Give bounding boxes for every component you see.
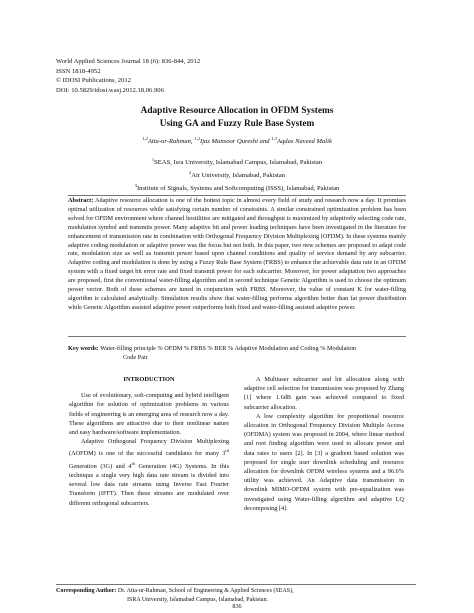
intro-paragraph-2 bbox=[69, 437, 229, 508]
affiliation-3-text: Institute of Signals, Systems and Softcomputing (ISSS), Islamabad, Pakistan bbox=[136, 185, 340, 193]
page-number: 836 bbox=[232, 603, 242, 610]
author-3-name: Aqdas Naveed Malik bbox=[276, 138, 332, 146]
journal-citation: World Applied Sciences Journal 18 (6): 836-844, 2012 bbox=[56, 58, 201, 65]
journal-copyright: © IDOSI Publications, 2012 bbox=[56, 77, 131, 85]
intro-p2-part-b: Generation (3G) and 4 bbox=[69, 462, 132, 470]
intro-paragraph-4: A low complexity algorithm for proportional resource allocation in Orthogonal Frequency Division Multiple Access (OFDMA) system was proposed in 2004, where linear method and root finding algorithm were used to allocate power and data rates to users [2]. In [3] a gradient based solution was proposed for single user downlink scheduling and resource allocation for downlink OFDM wireless systems and a 96.6% utility was achieved. An Adaptive data transmission in downlink MIMO-OFDM system with pre-equalization was investigated using Water-filling algorithm and adaptive LQ decomposing [4]. bbox=[244, 412, 404, 512]
right-column bbox=[244, 375, 404, 513]
affiliation-1 bbox=[0, 155, 474, 168]
affiliation-2-text: Air University, Islamabad, Pakistan bbox=[191, 172, 286, 180]
abstract-label: Abstract: bbox=[68, 197, 94, 204]
keywords-line-1: Water-filling principle % OFDM % FRBS % BER % Adaptive Modulation and Coding % Modulation bbox=[100, 345, 357, 352]
title-line-1: Adaptive Resource Allocation in OFDM Systems bbox=[140, 106, 334, 116]
intro-p2-part-a: Adaptive Orthogonal Frequency Division Multiplexing (AOFDM) is one of the successful candidates for many 3 bbox=[69, 438, 229, 458]
keywords-line-2: Code Pair bbox=[123, 353, 148, 361]
footnote-label: Corresponding Author: bbox=[56, 588, 117, 594]
keywords-label: Key words: bbox=[68, 345, 99, 352]
abstract-body: Adaptive resource allocation is one of the hottest topic in almost every field of study and research now a day. It promises optimal utilization of resources while satisfying certain number of constraints. A similar constrained optimization problem has been solved for OFDM environment where channel hostilities are mitigated and throughput is maximized by adaptively selecting code rate, modulation symbol and transmits power. Many adaptive bit and power loading techniques have been investigated in the literature for enhancement of transmission rate in combination with Orthogonal Frequency Division Multiplexing (OFDM). In these systems mainly adaptive coding modulation or adaptive power was the focus but not both. In this paper, two new schemes are proposed to adapt code rate, modulation size as well as transmit power based upon channel conditions and quality of service demand by any subcarrier. Adaptive coding and modulation is done by using a Fuzzy Rule Base System (FRBS) to enhance the achievable data rate in an OFDM system with a fixed target bit error rate and fixed transmit power for each subcarrier. Moreover, for power adaptation two approaches are proposed, first the conventional water-filling algorithm and in second technique Genetic Algorithm is used to choose the optimum power vector. Both of these schemes are tuned in conjunction with FRBS. Moreover, the value of constant K for water-filling algorithm is calculated analytically. Simulation results show that water-filling performs algorithm better than fat power distribution while Genetic Algorithm assisted adaptive power outperforms both fixed and water-filling assisted adaptive power. bbox=[68, 197, 406, 311]
affiliation-2-marker: 2 bbox=[188, 169, 192, 175]
footnote-line-2: ISRA University, Islamabad Campus, Islamabad, Pakistan. bbox=[127, 596, 269, 603]
author-list: $^{1,2}$Atta-ur-Rahman, $^{1,2}$Ijaz Mansoor Qureshi and $^{1,3}$Aqdas Naveed Malik bbox=[142, 136, 332, 146]
affiliation-1-text: SEAS, Isra University, Islamabad Campus, Islamabad, Pakistan bbox=[154, 159, 323, 167]
section-heading-introduction: INTRODUCTION bbox=[123, 376, 175, 383]
footnote-line-1: Dr. Atta-ur-Rahman, School of Engineering & Applied Sciences (SEAS), bbox=[117, 588, 294, 594]
author-2-name: Ijaz Mansoor Qureshi bbox=[200, 138, 259, 146]
intro-paragraph-1: Use of evolutionary, soft-computing and hybrid intelligent algorithm for solution of optimization problems in various fields of engineering is an emerging area of research now a day. These algorithms are attractive due to their nonlinear nature and easy hardware/software implementation. bbox=[69, 392, 229, 437]
intro-p2-part-c: Generation (4G) Systems. In this technique a single very high data rate stream is divided into several low data rate streams using Inverse Fast Fourier Transform (IFFT). Then these streams are modulated over different orthogonal subcarriers. bbox=[69, 462, 230, 507]
journal-issn: ISSN 1818-4952 bbox=[56, 67, 101, 75]
journal-info bbox=[56, 57, 200, 95]
affiliation-1-marker: 1 bbox=[151, 157, 155, 162]
author-1-name: Atta-ur-Rahman, bbox=[147, 138, 193, 146]
intro-paragraph-3: A Multiuser subcarrier and bit allocation along with adaptive cell selection for transmission was proposed by Zhang [1] where 1.6dB gain was achieved compared to fixed subcarrier allocation. bbox=[244, 376, 404, 411]
affiliation-list bbox=[0, 155, 474, 194]
footer-divider bbox=[56, 584, 416, 585]
intro-p2-sup-th: th bbox=[131, 460, 135, 466]
keywords bbox=[68, 345, 406, 362]
intro-p2-sup-rd: rd bbox=[225, 448, 229, 454]
affiliation-3 bbox=[0, 181, 474, 194]
paper-title bbox=[0, 105, 474, 130]
corresponding-author-footnote bbox=[56, 587, 294, 604]
title-line-2: Using GA and Fuzzy Rule Base System bbox=[159, 118, 315, 129]
author-3-affil: 1,3 bbox=[271, 136, 277, 141]
abstract bbox=[68, 197, 406, 313]
author-1-affil: 1,2 bbox=[142, 136, 148, 141]
affiliation-3-marker: 3 bbox=[134, 182, 137, 188]
left-column bbox=[69, 375, 229, 508]
author-2-affil: 1,2 bbox=[194, 136, 200, 141]
journal-doi: DOI: 10.5829/idosi.wasj.2012.18.06.906 bbox=[56, 86, 164, 94]
affiliation-2 bbox=[0, 168, 474, 181]
